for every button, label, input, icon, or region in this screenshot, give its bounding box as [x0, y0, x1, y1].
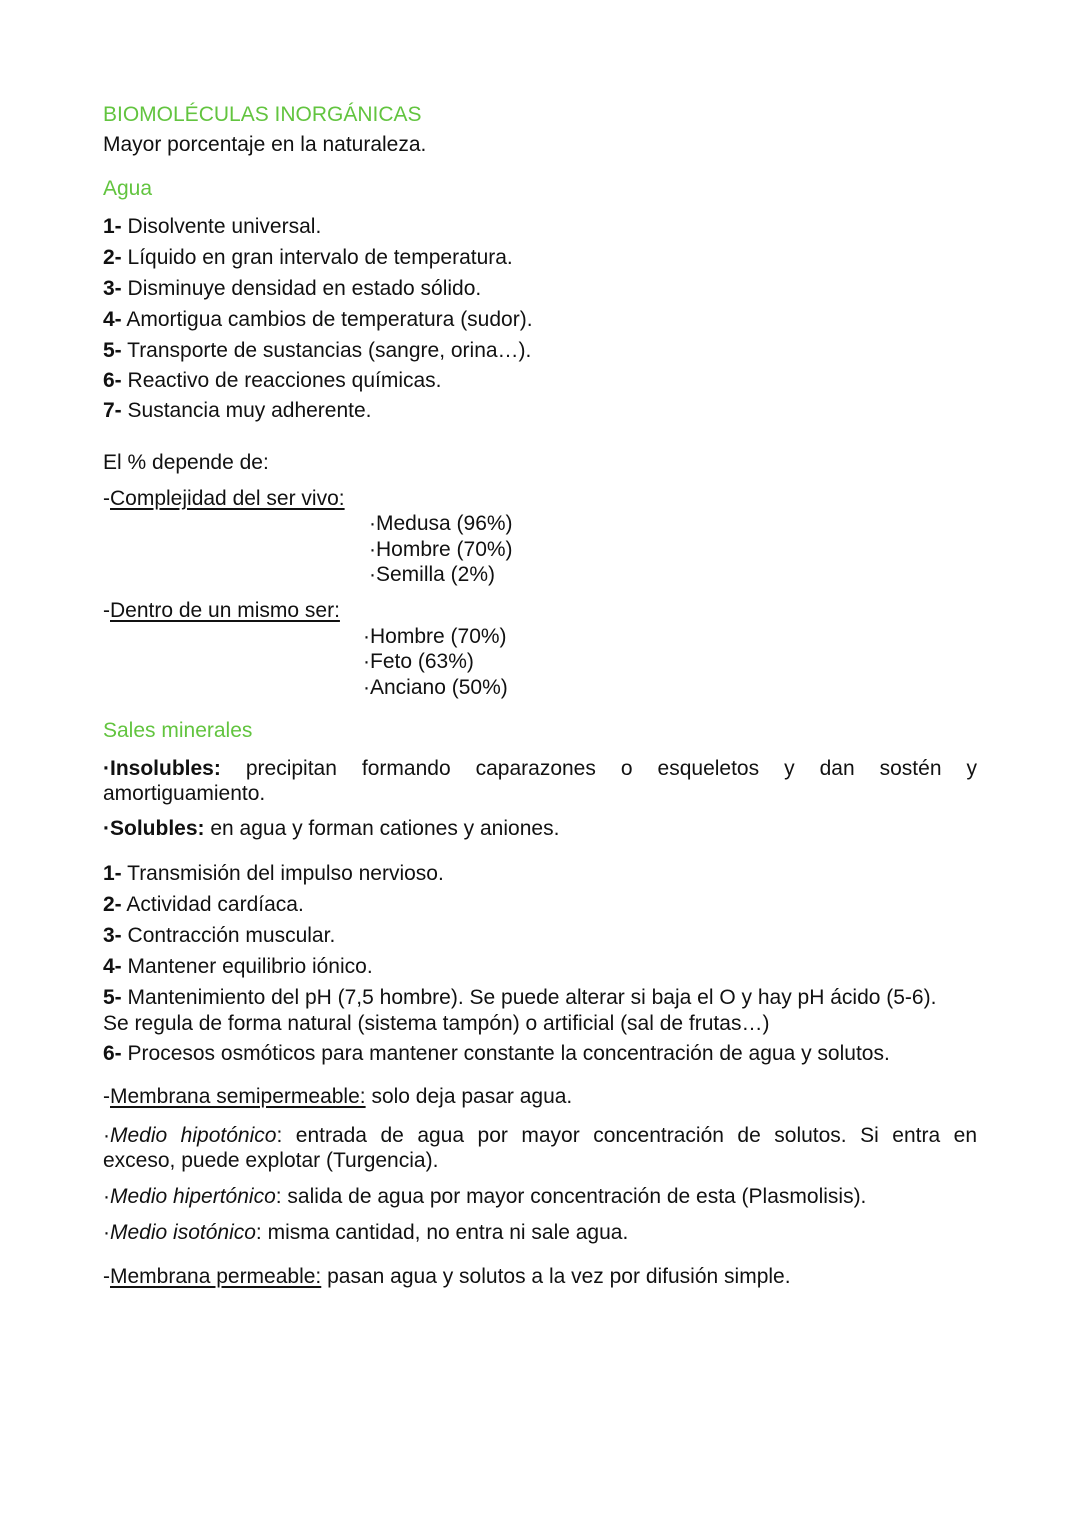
item-number: 6-	[103, 1042, 122, 1065]
item-number: 6-	[103, 369, 122, 392]
hipotonico-label: Medio hipotónico	[110, 1124, 277, 1147]
item-text: Mantener equilibrio iónico.	[121, 955, 373, 978]
list-item	[103, 307, 533, 333]
item-text: Líquido en gran intervalo de temperatura.	[121, 246, 513, 269]
list-item	[103, 368, 442, 394]
section-heading-sales: Sales minerales	[103, 719, 253, 742]
page-title: BIOMOLÉCULAS INORGÁNICAS	[103, 103, 422, 126]
item-number: 3-	[103, 277, 122, 300]
hipotonico-continuation: exceso, puede explotar (Turgencia).	[103, 1149, 439, 1172]
item-text: Disolvente universal.	[121, 215, 322, 238]
complejidad-value: ·Semilla (2%)	[369, 563, 496, 586]
complejidad-value: ·Hombre (70%)	[369, 538, 513, 561]
list-item	[103, 985, 936, 1011]
list-item	[103, 861, 444, 887]
hipertonico-label: Medio hipertónico	[110, 1185, 276, 1208]
item-text: Sustancia muy adherente.	[121, 399, 372, 422]
list-item-continuation: Se regula de forma natural (sistema tampón) o artificial (sal de frutas…)	[103, 1012, 770, 1035]
permeable-paragraph: -Membrana permeable: pasan agua y solutos a la vez por difusión simple.	[103, 1265, 791, 1288]
hipotonico-paragraph: ·Medio hipotónico: entrada de agua por mayor concentración de solutos. Si entra en	[103, 1124, 977, 1147]
item-number: 1-	[103, 862, 122, 885]
hipertonico-paragraph: ·Medio hipertónico: salida de agua por mayor concentración de esta (Plasmolisis).	[103, 1185, 867, 1208]
insolubles-continuation: amortiguamiento.	[103, 782, 266, 805]
item-number: 1-	[103, 215, 122, 238]
list-item	[103, 398, 372, 424]
complejidad-label: Complejidad del ser vivo:	[110, 487, 345, 510]
item-number: 3-	[103, 924, 122, 947]
item-number: 5-	[103, 986, 122, 1009]
item-text: Procesos osmóticos para mantener constante la concentración de agua y solutos.	[121, 1042, 890, 1065]
mismo-ser-heading: -Dentro de un mismo ser:	[103, 599, 340, 622]
item-text: Transporte de sustancias (sangre, orina…).	[121, 339, 532, 362]
item-text: Mantenimiento del pH (7,5 hombre). Se puede alterar si baja el O y hay pH ácido (5-6).	[121, 986, 937, 1009]
insolubles-paragraph: ·Insolubles: precipitan formando caparazones o esqueletos y dan sostén y	[103, 757, 977, 780]
list-item	[103, 1041, 890, 1067]
list-item	[103, 276, 481, 302]
section-heading-agua: Agua	[103, 177, 153, 200]
list-item	[103, 214, 321, 240]
item-number: 5-	[103, 339, 122, 362]
complejidad-value: ·Medusa (96%)	[369, 512, 513, 535]
list-item	[103, 954, 373, 980]
intro-text: Mayor porcentaje en la naturaleza.	[103, 133, 427, 156]
semipermeable-paragraph: -Membrana semipermeable: solo deja pasar agua.	[103, 1085, 573, 1108]
mismo-ser-label: Dentro de un mismo ser:	[110, 599, 340, 622]
item-number: 7-	[103, 399, 122, 422]
solubles-label: Solubles:	[110, 817, 205, 840]
item-text: Contracción muscular.	[121, 924, 336, 947]
item-number: 2-	[103, 246, 122, 269]
list-item	[103, 245, 513, 271]
permeable-label: Membrana permeable:	[110, 1265, 322, 1288]
mismo-ser-value: ·Hombre (70%)	[363, 625, 507, 648]
mismo-ser-value: ·Feto (63%)	[363, 650, 474, 673]
semipermeable-label: Membrana semipermeable:	[110, 1085, 366, 1108]
isotonico-label: Medio isotónico	[110, 1221, 256, 1244]
item-text: Actividad cardíaca.	[121, 893, 304, 916]
list-item	[103, 892, 304, 918]
solubles-paragraph: ·Solubles: en agua y forman cationes y aniones.	[103, 817, 560, 840]
item-number: 4-	[103, 955, 122, 978]
isotonico-paragraph: ·Medio isotónico: misma cantidad, no entra ni sale agua.	[103, 1221, 629, 1244]
item-number: 4-	[103, 308, 122, 331]
item-text: Amortigua cambios de temperatura (sudor).	[121, 308, 533, 331]
list-item	[103, 338, 531, 364]
item-text: Disminuye densidad en estado sólido.	[121, 277, 482, 300]
percent-intro: El % depende de:	[103, 451, 269, 474]
complejidad-heading: -Complejidad del ser vivo:	[103, 487, 345, 510]
insolubles-label: Insolubles:	[110, 757, 221, 780]
mismo-ser-value: ·Anciano (50%)	[363, 676, 508, 699]
item-text: Reactivo de reacciones químicas.	[121, 369, 442, 392]
list-item	[103, 923, 335, 949]
item-number: 2-	[103, 893, 122, 916]
item-text: Transmisión del impulso nervioso.	[121, 862, 444, 885]
